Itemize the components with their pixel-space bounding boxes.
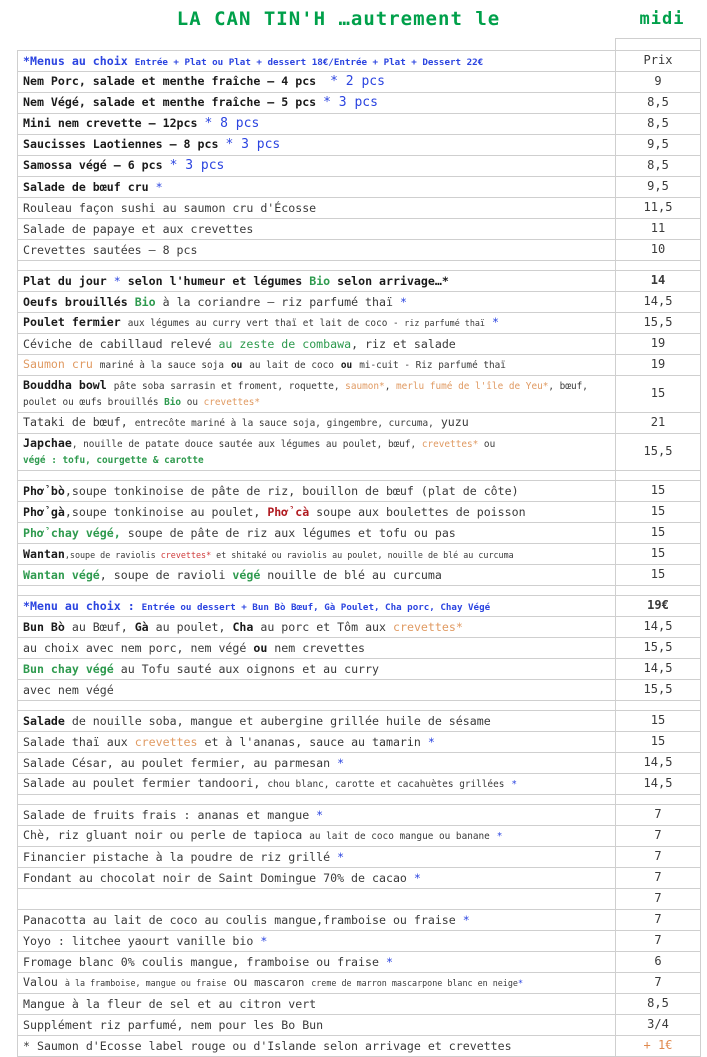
item-price: 14,5 — [616, 617, 701, 638]
item-price: 15 — [616, 711, 701, 732]
item-japchae: Japchae, nouille de patate douce sautée aux légumes au poulet, bœuf, crevettes* ou végé : tofu, courgette & carotte — [18, 434, 616, 471]
item-oeufs-brouilles: Oeufs brouillés Bio à la coriandre – riz parfumé thaï * — [18, 292, 616, 313]
item-price: 9,5 — [616, 177, 701, 198]
table-row — [18, 973, 701, 994]
item-wantan-vege: Wantan végé, soupe de ravioli végé nouille de blé au curcuma — [18, 565, 616, 586]
item-wantan: Wantan,soupe de raviolis crevettes* et shitaké ou raviolis au poulet, nouille de blé au curcuma — [18, 544, 616, 565]
table-row — [18, 240, 701, 261]
footnote-text: * Saumon d'Ecosse label rouge ou d'Islande selon arrivage et crevettes — [18, 1036, 616, 1057]
table-row — [18, 565, 701, 586]
table-row — [18, 1036, 701, 1057]
table-row — [18, 198, 701, 219]
table-row — [18, 596, 701, 617]
footnote-price: + 1€ — [616, 1036, 701, 1057]
section-spacer — [18, 795, 701, 805]
table-row — [18, 292, 701, 313]
item-nem-porc: Nem Porc, salade et menthe fraîche – 4 pcs * 2 pcs — [18, 72, 616, 93]
table-row — [18, 659, 701, 680]
menus-banner-lead: *Menus au choix — [23, 53, 128, 68]
item-salade-boeuf-cru: Salade de bœuf cru * — [18, 177, 616, 198]
item-price: 14 — [616, 271, 701, 292]
table-row — [18, 868, 701, 889]
item-price: 21 — [616, 413, 701, 434]
spacer-cell — [18, 586, 616, 596]
item-price: 19 — [616, 334, 701, 355]
table-row — [18, 889, 701, 910]
item-avec-nem-vege: avec nem végé — [18, 680, 616, 701]
item-fondant-chocolat: Fondant au chocolat noir de Saint Domingue 70% de cacao * — [18, 868, 616, 889]
item-price: 7 — [616, 910, 701, 931]
item-bun-bo: Bun Bò au Bœuf, Gà au poulet, Cha au porc et Tôm aux crevettes* — [18, 617, 616, 638]
item-price: 8,5 — [616, 114, 701, 135]
item-price: 15 — [616, 544, 701, 565]
item-price: 10 — [616, 240, 701, 261]
menu-table — [17, 38, 701, 1057]
spacer-cell — [18, 701, 616, 711]
table-row — [18, 355, 701, 376]
item-blank — [18, 889, 616, 910]
bun-banner-cell — [18, 596, 616, 617]
item-samossa-vege: Samossa végé – 6 pcs * 3 pcs — [18, 156, 616, 177]
item-price: 15 — [616, 523, 701, 544]
item-tataki-boeuf: Tataki de bœuf, entrecôte mariné à la sauce soja, gingembre, curcuma, yuzu — [18, 413, 616, 434]
item-salade-papaye: Salade de papaye et aux crevettes — [18, 219, 616, 240]
table-row — [18, 93, 701, 114]
page-title-suffix: midi — [639, 9, 685, 29]
spacer-cell — [616, 586, 701, 596]
table-row — [18, 711, 701, 732]
item-price: 8,5 — [616, 994, 701, 1015]
item-financier-pistache: Financier pistache à la poudre de riz grillé * — [18, 847, 616, 868]
item-price: 15 — [616, 565, 701, 586]
item-fromage-blanc: Fromage blanc 0% coulis mangue, framboise ou fraise * — [18, 952, 616, 973]
item-panacotta: Panacotta au lait de coco au coulis mangue,framboise ou fraise * — [18, 910, 616, 931]
item-price: 14,5 — [616, 292, 701, 313]
item-price: 15 — [616, 732, 701, 753]
table-row — [18, 638, 701, 659]
item-salade-thai: Salade thaï aux crevettes et à l'ananas, sauce au tamarin * — [18, 732, 616, 753]
price-column-header: Prix — [616, 51, 701, 72]
table-top-spacer — [18, 39, 701, 51]
price-spacer-cell — [616, 39, 701, 51]
table-row — [18, 334, 701, 355]
table-row — [18, 271, 701, 292]
item-price: 14,5 — [616, 753, 701, 774]
page-header — [0, 0, 707, 38]
spacer-cell — [616, 261, 701, 271]
item-price: 7 — [616, 973, 701, 994]
item-che: Chè, riz gluant noir ou perle de tapioca au lait de coco mangue ou banane * — [18, 826, 616, 847]
item-mangue-fleur-sel: Mangue à la fleur de sel et au citron vert — [18, 994, 616, 1015]
item-price: 15,5 — [616, 434, 701, 471]
item-price: 15,5 — [616, 638, 701, 659]
table-row — [18, 617, 701, 638]
item-salade-cesar: Salade César, au poulet fermier, au parmesan * — [18, 753, 616, 774]
table-row — [18, 680, 701, 701]
table-row — [18, 1015, 701, 1036]
item-price: 7 — [616, 931, 701, 952]
item-price: 8,5 — [616, 156, 701, 177]
table-row — [18, 805, 701, 826]
bun-banner-price: 19€ — [616, 596, 701, 617]
item-price: 7 — [616, 868, 701, 889]
item-plat-du-jour: Plat du jour * selon l'humeur et légumes Bio selon arrivage…* — [18, 271, 616, 292]
item-ceviche-cabillaud: Céviche de cabillaud relevé au zeste de combawa, riz et salade — [18, 334, 616, 355]
table-row — [18, 156, 701, 177]
item-salade-tandoori: Salade au poulet fermier tandoori, chou blanc, carotte et cacahuètes grillées * — [18, 774, 616, 795]
item-pho-bo: Phở bò,soupe tonkinoise de pâte de riz, bouillon de bœuf (plat de côte) — [18, 481, 616, 502]
item-price: 3/4 — [616, 1015, 701, 1036]
page-title: LA CAN TIN'H …autrement le — [176, 8, 501, 30]
spacer-cell — [616, 701, 701, 711]
item-price: 14,5 — [616, 659, 701, 680]
spacer-cell — [616, 795, 701, 805]
bun-banner-rest: Entrée ou dessert + Bun Bò Bœuf, Gà Poulet, Cha porc, Chay Végé — [141, 601, 491, 613]
table-row — [18, 847, 701, 868]
item-price: 7 — [616, 889, 701, 910]
item-pho-ga: Phở gà,soupe tonkinoise au poulet, Phở cà soupe aux boulettes de poisson — [18, 502, 616, 523]
table-row — [18, 114, 701, 135]
spacer-cell — [18, 471, 616, 481]
item-mini-nem-crevette: Mini nem crevette – 12pcs * 8 pcs — [18, 114, 616, 135]
section-spacer — [18, 701, 701, 711]
item-price: 9,5 — [616, 135, 701, 156]
table-row — [18, 952, 701, 973]
item-bouddha-bowl: Bouddha bowl pâte soba sarrasin et froment, roquette, saumon*, merlu fumé de l'île de Yeu*, bœuf, poulet ou œufs brouillés Bio ou crevettes* — [18, 376, 616, 413]
table-row — [18, 51, 701, 72]
item-price: 15 — [616, 502, 701, 523]
item-rouleau-sushi: Rouleau façon sushi au saumon cru d'Écosse — [18, 198, 616, 219]
item-bun-avec-nem: au choix avec nem porc, nem végé ou nem crevettes — [18, 638, 616, 659]
item-bun-chay-vege: Bun chay végé au Tofu sauté aux oignons et au curry — [18, 659, 616, 680]
table-row — [18, 481, 701, 502]
item-price: 8,5 — [616, 93, 701, 114]
table-row — [18, 219, 701, 240]
table-row — [18, 910, 701, 931]
table-row — [18, 523, 701, 544]
item-crevettes-sautees: Crevettes sautées – 8 pcs — [18, 240, 616, 261]
item-saucisses-laotiennes: Saucisses Laotiennes – 8 pcs * 3 pcs — [18, 135, 616, 156]
spacer-cell — [18, 39, 616, 51]
table-row — [18, 544, 701, 565]
item-salade-soba: Salade de nouille soba, mangue et aubergine grillée huile de sésame — [18, 711, 616, 732]
section-spacer — [18, 586, 701, 596]
item-price: 7 — [616, 847, 701, 868]
table-row — [18, 434, 701, 471]
item-yoyo: Yoyo : litchee yaourt vanille bio * — [18, 931, 616, 952]
item-price: 11,5 — [616, 198, 701, 219]
spacer-cell — [18, 795, 616, 805]
table-row — [18, 994, 701, 1015]
item-price: 11 — [616, 219, 701, 240]
item-saumon-cru: Saumon cru mariné à la sauce soja ou au lait de coco ou mi-cuit - Riz parfumé thaï — [18, 355, 616, 376]
table-row — [18, 732, 701, 753]
table-row — [18, 774, 701, 795]
item-price: 15 — [616, 376, 701, 413]
item-price: 9 — [616, 72, 701, 93]
item-supplement-riz: Supplément riz parfumé, nem pour les Bo Bun — [18, 1015, 616, 1036]
item-price: 7 — [616, 826, 701, 847]
item-price: 15 — [616, 481, 701, 502]
item-salade-fruits: Salade de fruits frais : ananas et mangue * — [18, 805, 616, 826]
item-price: 15,5 — [616, 680, 701, 701]
item-pho-chay-vege: Phở chay végé, soupe de pâte de riz aux légumes et tofu ou pas — [18, 523, 616, 544]
table-row — [18, 72, 701, 93]
item-price: 6 — [616, 952, 701, 973]
table-row — [18, 502, 701, 523]
item-price: 14,5 — [616, 774, 701, 795]
table-row — [18, 413, 701, 434]
section-spacer — [18, 471, 701, 481]
table-row — [18, 753, 701, 774]
menus-banner-rest: Entrée + Plat ou Plat + dessert 18€/Entrée + Plat + Dessert 22€ — [134, 56, 484, 68]
table-row — [18, 376, 701, 413]
table-row — [18, 826, 701, 847]
table-row — [18, 135, 701, 156]
item-price: 7 — [616, 805, 701, 826]
bun-banner-lead: *Menu au choix : — [23, 598, 135, 613]
item-price: 19 — [616, 355, 701, 376]
item-nem-vege: Nem Végé, salade et menthe fraîche – 5 pcs * 3 pcs — [18, 93, 616, 114]
section-spacer — [18, 261, 701, 271]
menus-banner-cell — [18, 51, 616, 72]
spacer-cell — [18, 261, 616, 271]
table-row — [18, 177, 701, 198]
item-poulet-fermier: Poulet fermier aux légumes au curry vert thaï et lait de coco - riz parfumé thaï * — [18, 313, 616, 334]
item-price: 15,5 — [616, 313, 701, 334]
spacer-cell — [616, 471, 701, 481]
table-row — [18, 931, 701, 952]
item-valou: Valou à la framboise, mangue ou fraise ou mascaron creme de marron mascarpone blanc en neige* — [18, 973, 616, 994]
table-row — [18, 313, 701, 334]
